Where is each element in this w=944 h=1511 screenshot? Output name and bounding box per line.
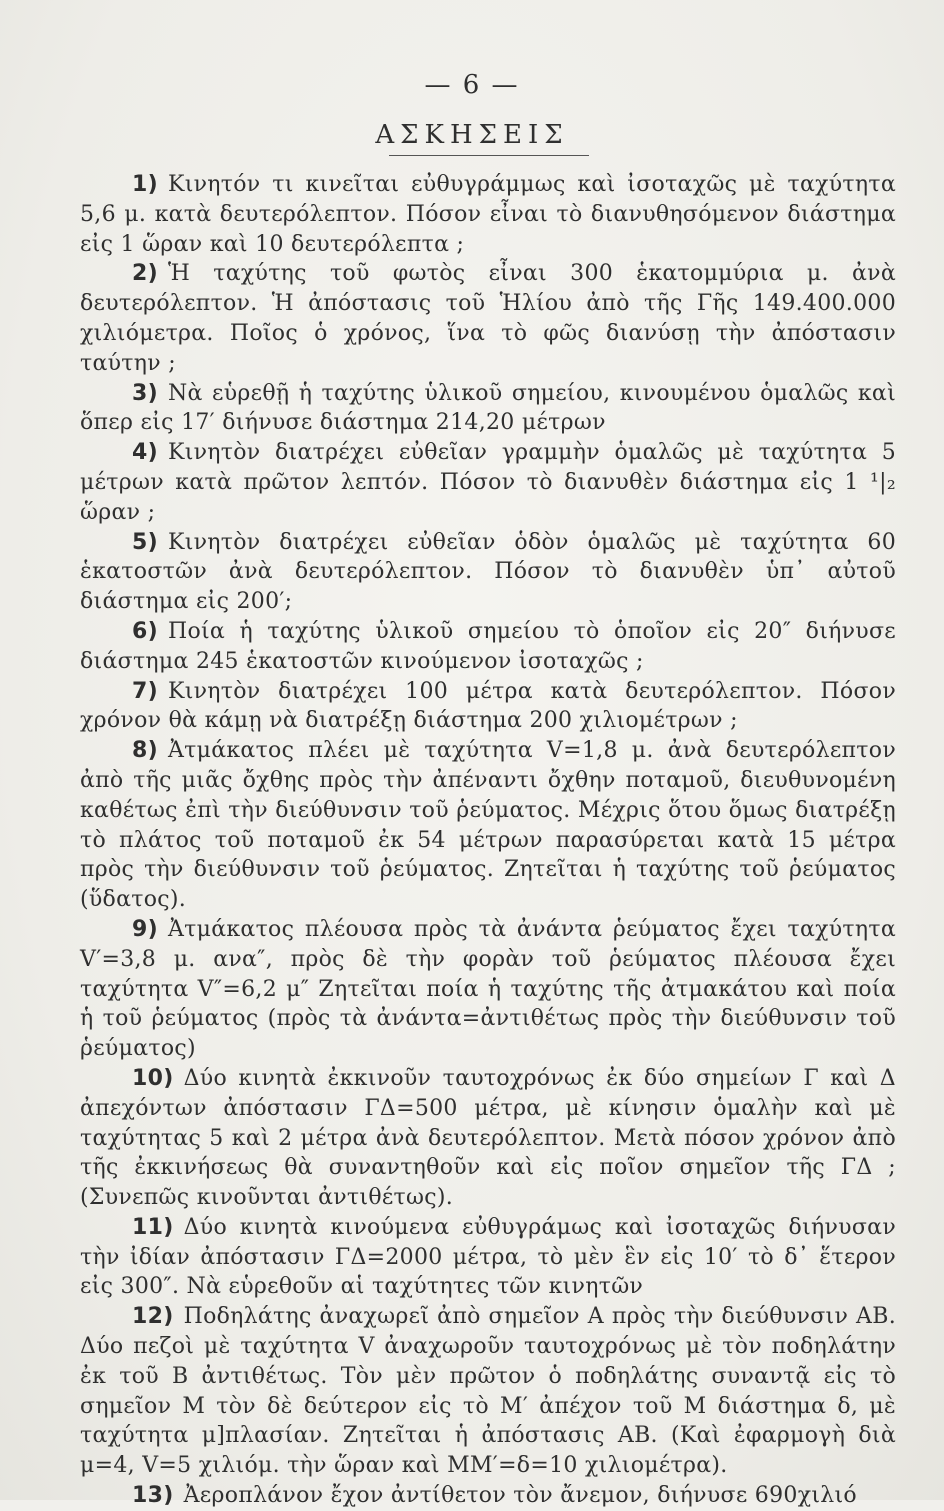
exercise-item: [80, 379, 896, 439]
exercise-item: [80, 528, 896, 617]
exercise-number: 10): [132, 1065, 174, 1091]
exercise-item: [80, 617, 896, 677]
heading-underline: [389, 155, 589, 156]
exercise-number: 5): [132, 529, 158, 555]
exercise-item: [80, 1064, 896, 1213]
exercise-text: Ἀτμάκατος πλέει μὲ ταχύτητα V=1,8 μ. ἀνὰ δευτερόλεπτον ἀπὸ τῆς μιᾶς ὄχθης πρὸς τὴν ἀπέναντι ὄχθην ποταμοῦ, διευθυνομένη καθέτως ἐπὶ τὴν διεύθυνσιν τοῦ ῥεύματος. Μέχρις ὅτου ὅμως διατρέξῃ τὸ πλάτος τοῦ ποταμοῦ ἐκ 54 μέτρων παρασύρεται κατὰ 15 μέτρα πρὸς τὴν διεύθυνσιν τοῦ ῥεύματος. Ζητεῖται ἡ ταχύτης τοῦ ῥεύματος (ὕδατος).: [80, 738, 896, 913]
exercise-number: 13): [132, 1483, 174, 1509]
exercise-number: 9): [132, 916, 158, 942]
exercise-text: Ποδηλάτης ἀναχωρεῖ ἀπὸ σημεῖον Α πρὸς τὴν διεύθυνσιν ΑΒ. Δύο πεζοὶ μὲ ταχύτητα V ἀναχωροῦν ταυτοχρόνως μὲ τὸν ποδηλάτην ἐκ τοῦ Β ἀντιθέτως. Τὸν μὲν πρῶτον ὁ ποδηλάτης συναντᾷ εἰς τὸ σημεῖον Μ τὸν δὲ δεύτερον εἰς τὸ Μ′ ἀπέχον τοῦ Μ διάστημα δ, μὲ ταχύτητα μ]πλασίαν. Ζητεῖται ἡ ἀπόστασις ΑΒ. (Καὶ ἐφαρμογὴ διὰ μ=4, V=5 χιλιόμ. τὴν ὥραν καὶ ΜΜ′=δ=10 χιλιομέτρα).: [80, 1304, 896, 1479]
exercise-list: [80, 170, 896, 1511]
exercise-text: Κινητὸν διατρέχει εὐθεῖαν ὁδὸν ὁμαλῶς μὲ ταχύτητα 60 ἑκατοστῶν ἀνὰ δευτερόλεπτον. Πόσον τὸ διανυθὲν ὑπ᾽ αὐτοῦ διάστημα εἰς 200′;: [80, 529, 896, 615]
exercise-number: 2): [132, 261, 158, 287]
exercise-number: 8): [132, 738, 158, 764]
exercise-item: [80, 170, 896, 259]
exercise-text: Κινητὸν διατρέχει 100 μέτρα κατὰ δευτερόλεπτον. Πόσον χρόνον θὰ κάμῃ νὰ διατρέξῃ διάστημα 200 χιλιομέτρων ;: [80, 678, 896, 734]
exercise-text: Κινητὸν διατρέχει εὐθεῖαν γραμμὴν ὁμαλῶς μὲ ταχύτητα 5 μέτρων κατὰ πρῶτον λεπτόν. Πόσον τὸ διανυθὲν διάστημα εἰς 1 ¹|₂ ὥραν ;: [80, 440, 896, 525]
exercise-item: [80, 1213, 896, 1302]
exercise-item: [80, 1481, 896, 1511]
exercise-text: Νὰ εὑρεθῇ ἡ ταχύτης ὑλικοῦ σημείου, κινουμένου ὁμαλῶς καὶ ὅπερ εἰς 17′ διήνυσε διάστημα 214,20 μέτρων: [80, 380, 896, 436]
exercise-text: Δύο κινητὰ κινούμενα εὐθυγράμως καὶ ἰσοταχῶς διήνυσαν τὴν ἰδίαν ἀπόστασιν ΓΔ=2000 μέτρα, τὸ μὲν ἓν εἰς 10′ τὸ δ᾽ ἕτερον εἰς 300″. Νὰ εὑρεθοῦν αἱ ταχύτητες τῶν κινητῶν: [80, 1214, 896, 1300]
section-heading: ΑΣΚΗΣΕΙΣ: [375, 120, 569, 150]
page-number: — 6 —: [424, 70, 520, 100]
exercise-item: [80, 259, 896, 378]
exercise-number: 11): [132, 1214, 174, 1240]
exercise-text: Ἀεροπλάνον ἔχον ἀντίθετον τὸν ἄνεμον, διήνυσε 690χιλιό: [183, 1483, 857, 1509]
exercise-item: [80, 915, 896, 1064]
exercise-number: 12): [132, 1304, 174, 1330]
exercise-text: Ἀτμάκατος πλέουσα πρὸς τὰ ἀνάντα ῥεύματος ἔχει ταχύτητα V′=3,8 μ. ανα″, πρὸς δὲ τὴν φορὰν τοῦ ῥεύματος πλέουσα ἔχει ταχύτητα V″=6,2 μ″ Ζητεῖται ποία ἡ ταχύτης τῆς ἀτμακάτου καὶ ποία ἡ τοῦ ῥεύματος (πρὸς τὰ ἀνάντα=ἀντιθέτως πρὸς τὴν διεύθυνσιν τοῦ ῥεύματος): [80, 916, 896, 1062]
exercise-item: [80, 677, 896, 737]
exercise-text: Ποία ἡ ταχύτης ὑλικοῦ σημείου τὸ ὁποῖον εἰς 20″ διήνυσε διάστημα 245 ἑκατοστῶν κινούμενον ἰσοταχῶς ;: [80, 618, 896, 674]
exercise-text: Κινητόν τι κινεῖται εὐθυγράμμως καὶ ἰσοταχῶς μὲ ταχύτητα 5,6 μ. κατὰ δευτερόλεπτον. Πόσον εἶναι τὸ διανυθησόμενον διάστημα εἰς 1 ὥραν καὶ 10 δευτερόλεπτα ;: [80, 172, 896, 257]
exercise-item: [80, 1302, 896, 1481]
exercise-number: 4): [132, 440, 158, 466]
exercise-number: 7): [132, 678, 158, 704]
exercise-text: Δύο κινητὰ ἐκκινοῦν ταυτοχρόνως ἐκ δύο σημείων Γ καὶ Δ ἀπεχόντων ἀπόστασιν ΓΔ=500 μέτρα, μὲ κίνησιν ὁμαλὴν καὶ μὲ ταχύτητας 5 καὶ 2 μέτρα ἀνὰ δευτερόλεπτον. Μετὰ πόσον χρόνον ἀπὸ τῆς ἐκκινήσεως θὰ συναντηθοῦν καὶ εἰς ποῖον σημεῖον τῆς ΓΔ ; (Συνεπῶς κινοῦνται ἀντιθέτως).: [80, 1065, 896, 1211]
exercise-number: 6): [132, 618, 158, 644]
exercise-text: Ἡ ταχύτης τοῦ φωτὸς εἶναι 300 ἑκατομμύρια μ. ἀνὰ δευτερόλεπτον. Ἡ ἀπόστασις τοῦ Ἡλίου ἀπὸ τῆς Γῆς 149.400.000 χιλιόμετρα. Ποῖος ὁ χρόνος, ἵνα τὸ φῶς διανύσῃ τὴν ἀπόστασιν ταύτην ;: [80, 261, 896, 376]
exercise-item: [80, 438, 896, 527]
exercise-number: 1): [132, 172, 158, 197]
exercise-number: 3): [132, 380, 158, 406]
exercise-item: [80, 736, 896, 915]
